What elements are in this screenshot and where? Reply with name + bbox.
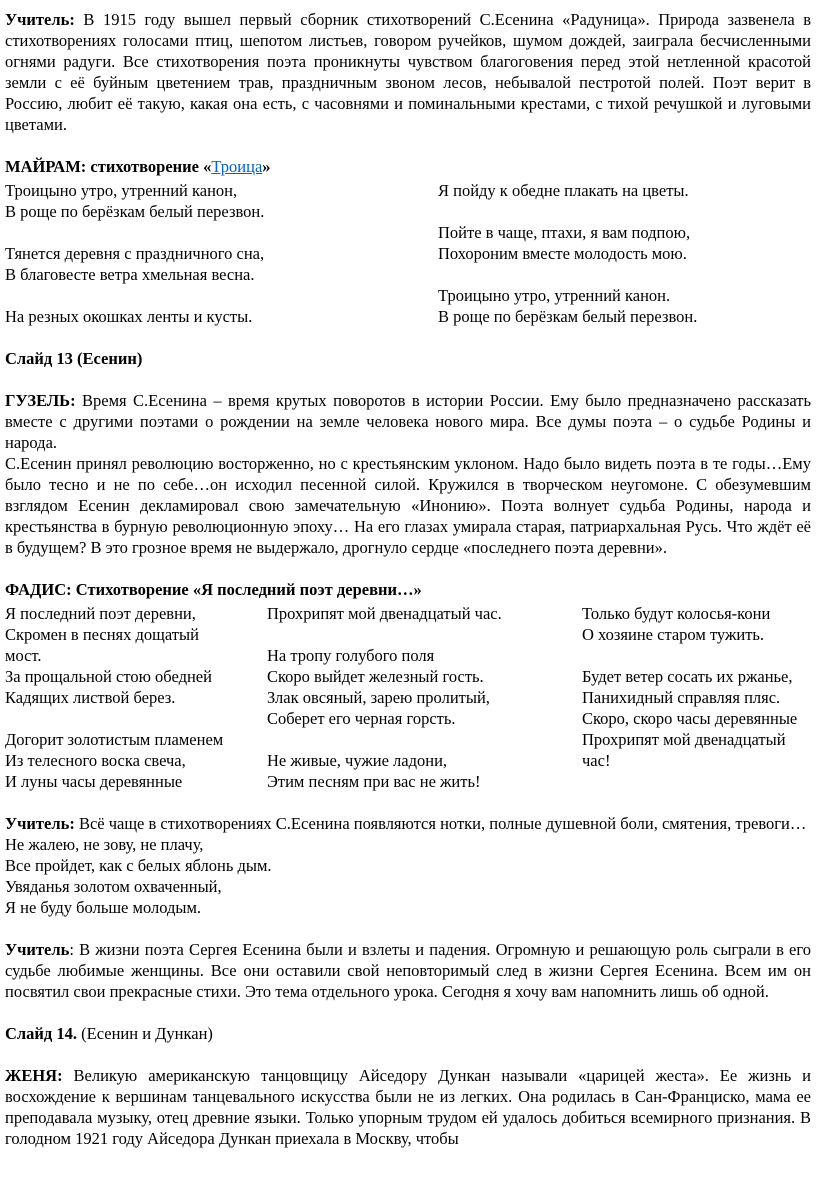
poem-line: Не живые, чужие ладони, <box>267 751 448 770</box>
poem-line: На резных окошках ленты и кусты. <box>5 307 253 326</box>
verse-line: Увяданья золотом охваченный, <box>5 877 222 896</box>
poem-line: Тянется деревня с праздничного сна, <box>5 244 265 263</box>
poem-line: Пойте в чаще, птахи, я вам подпою, <box>438 223 691 242</box>
poem-line: Скоро, скоро часы деревянные <box>582 709 798 728</box>
guzel-paragraph-2 <box>5 453 811 558</box>
poem-line <box>5 708 267 729</box>
poem-line <box>438 264 811 285</box>
poem-line: И луны часы деревянные <box>5 772 183 791</box>
poem-line: Прохрипят мой двенадцатый <box>582 730 786 749</box>
teacher-verse <box>5 834 811 918</box>
poem-last-poet <box>5 603 811 792</box>
poem-line: Я пойду к обедне плакать на цветы. <box>438 181 689 200</box>
blank-line <box>5 918 811 939</box>
blank-line <box>5 792 811 813</box>
poem-line: Троицыно утро, утренний канон. <box>438 286 671 305</box>
guzel-paragraph-1 <box>5 390 811 453</box>
blank-line <box>5 1002 811 1023</box>
poem-line: На тропу голубого поля <box>267 646 435 665</box>
poem-line <box>582 771 811 792</box>
poem-line: О хозяине старом тужить. <box>582 625 765 644</box>
verse-line: Я не буду больше молодым. <box>5 898 202 917</box>
blank-line <box>5 369 811 390</box>
poem-line: Скромен в песнях дощатый <box>5 625 199 644</box>
poem-line: Соберет его черная горсть. <box>267 709 456 728</box>
poem-line <box>438 201 811 222</box>
poem-line <box>267 729 582 750</box>
speaker-label-zhenya: ЖЕНЯ: <box>5 1066 63 1085</box>
slide-14-label: Слайд 14. <box>5 1024 78 1043</box>
poem-line: Из телесного воска свеча, <box>5 751 186 770</box>
fadis-heading <box>5 579 811 600</box>
verse-line: Не жалею, не зову, не плачу, <box>5 835 204 854</box>
poem-line: За прощальной стою обедней <box>5 667 212 686</box>
mayram-heading <box>5 156 811 177</box>
teacher-women-text: : В жизни поэта Сергея Есенина были и взлеты и падения. Огромную и решающую роль сыграли в его судьбе любимые женщины. Все они оставили свой неповторимый след в жизни Сергея Есенина. Всем им он посвятил свои прекрасные стихи. Это тема отдельного урока. Сегодня я хочу вам напомнить лишь об одной. <box>5 940 811 1001</box>
zhenya-text: Великую американскую танцовщицу Айседору Дункан называли «царицей жеста». Ее жизнь и восхождение к вершинам танцевального искусства были не из легких. Она родилась в Сан-Франциско, мама ее преподавала музыку, отец древние языки. Только упорным трудом ей удалось добиться всемирного признания. В голодном 1921 году Айседора Дункан приехала в Москву, чтобы <box>5 1066 811 1148</box>
fadis-label: ФАДИС: Стихотворение «Я последний поэт деревни…» <box>5 580 422 599</box>
poem-line <box>267 624 582 645</box>
slide-13-label: Слайд 13 (Есенин) <box>5 349 143 368</box>
poem-last-poet-column-3 <box>582 603 811 792</box>
poem-troitsa-right-column <box>438 180 811 327</box>
poem-line: В роще по берёзкам белый перезвон. <box>438 307 698 326</box>
poem-line: Я последний поэт деревни, <box>5 604 196 623</box>
speaker-label-teacher-1: Учитель: <box>5 10 75 29</box>
poem-line: Этим песням при вас не жить! <box>267 772 481 791</box>
poem-line <box>5 222 438 243</box>
troitsa-link[interactable]: Троица <box>211 157 263 176</box>
poem-last-poet-column-2 <box>267 603 582 792</box>
poem-troitsa-left-column <box>5 180 438 327</box>
poem-line: Будет ветер сосать их ржанье, <box>582 667 793 686</box>
poem-line: час! <box>582 751 611 770</box>
poem-troitsa <box>5 180 811 327</box>
blank-line <box>5 558 811 579</box>
slide-13-heading <box>5 348 811 369</box>
mayram-label: МАЙРАМ: стихотворение « <box>5 157 212 176</box>
poem-line <box>582 645 811 666</box>
guzel-text-1: Время С.Есенина – время крутых поворотов в истории России. Ему было предназначено рассказать вместе с другими поэтами о рождении на земле человека нового мира. Все думы поэта – о судьбе Родины и народа. <box>5 391 811 452</box>
guzel-text-2: С.Есенин принял революцию восторженно, но с крестьянским уклоном. Надо было видеть поэта в те годы…Ему было тесно и не по себе…он исходил песенной силой. Кружился в творческом неугомоне. С обезумевшим взглядом Есенин декламировал свою замечательную «Инонию». Поэта волнует судьба Родины, народа и крестьянства в бурную революционную эпоху… На его глазах умирала старая, патриархальная Русь. Что ждёт её в будущем? В это грозное время не выдержало, дрогнуло сердце «последнего поэта деревни». <box>5 454 811 557</box>
poem-line: Похороним вместе молодость мою. <box>438 244 687 263</box>
poem-line: Панихидный справляя пляс. <box>582 688 781 707</box>
slide-14-subtitle: (Есенин и Дункан) <box>77 1024 213 1043</box>
blank-line <box>5 327 811 348</box>
teacher-notes-paragraph <box>5 813 811 834</box>
teacher-intro-text: В 1915 году вышел первый сборник стихотворений С.Есенина «Радуница». Природа зазвенела в стихотворениях голосами птиц, шепотом листьев, говором ручейков, шумом дождей, заиграла бесчисленными огнями радуги. Все стихотворения поэта проникнуты чувством благоговения перед этой нетленной красотой земли с её буйным цветением трав, праздничным звоном лесов, небывалой пестротой полей. Поэт верит в Россию, любит её такую, какая она есть, с часовнями и поминальными крестами, с тихой речушкой и луговыми цветами. <box>5 10 811 134</box>
blank-line <box>5 1044 811 1065</box>
speaker-label-teacher-2: Учитель: <box>5 814 75 833</box>
teacher-notes-text: Всё чаще в стихотворениях С.Есенина появляются нотки, полные душевной боли, смятения, тревоги… <box>74 814 807 833</box>
poem-line: В роще по берёзкам белый перезвон. <box>5 202 265 221</box>
speaker-label-guzel: ГУЗЕЛЬ: <box>5 391 76 410</box>
mayram-close-quote: » <box>262 157 271 176</box>
blank-line <box>5 135 811 156</box>
poem-line: Злак овсяный, зарею пролитый, <box>267 688 490 707</box>
zhenya-paragraph <box>5 1065 811 1149</box>
poem-line: Догорит золотистым пламенем <box>5 730 224 749</box>
poem-line: Прохрипят мой двенадцатый час. <box>267 604 502 623</box>
verse-line: Все пройдет, как с белых яблонь дым. <box>5 856 272 875</box>
poem-line: В благовесте ветра хмельная весна. <box>5 265 255 284</box>
poem-line <box>5 285 438 306</box>
speaker-label-teacher-3: Учитель <box>5 940 70 959</box>
teacher-intro-paragraph <box>5 9 811 135</box>
poem-line: Троицыно утро, утренний канон, <box>5 181 238 200</box>
poem-line: Только будут колосья-кони <box>582 604 771 623</box>
poem-last-poet-column-1 <box>5 603 267 792</box>
poem-line: мост. <box>5 646 42 665</box>
slide-14-heading <box>5 1023 811 1044</box>
poem-line: Кадящих листвой берез. <box>5 688 176 707</box>
teacher-women-paragraph <box>5 939 811 1002</box>
poem-line: Скоро выйдет железный гость. <box>267 667 484 686</box>
